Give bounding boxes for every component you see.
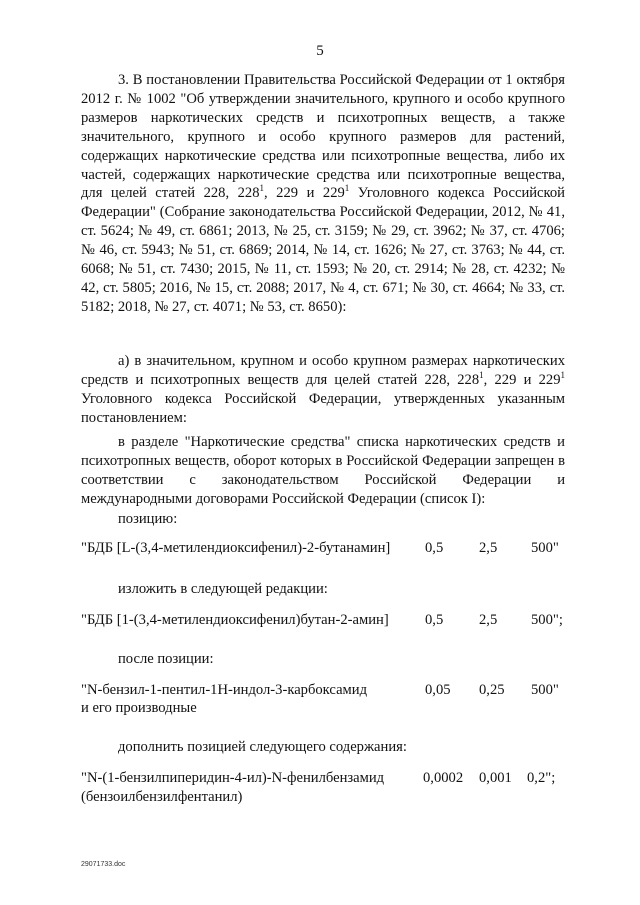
- value-especially-large: 500";: [531, 612, 563, 628]
- value-large: 0,001: [479, 770, 512, 786]
- substance-name: "БДБ [1-(3,4-метилендиоксифенил)бутан-2-амин]: [81, 612, 389, 628]
- label-edit: изложить в следующей редакции:: [118, 581, 328, 597]
- superscript: 1: [560, 370, 566, 381]
- superscript: 1: [259, 183, 265, 194]
- table-row: [81, 540, 565, 560]
- document-filename: 29071733.doc: [81, 861, 126, 868]
- value-significant: 0,0002: [423, 770, 464, 786]
- text: Уголовного кодекса Российской Федерации" (Собрание законодательства Российской Федерации, 2012, № 41, ст. 5624; № 49, ст. 6861; 2013, № 25, ст. 3159; № 29, ст. 3962; № 37, ст. 4706; № 46, ст. 5943; № 51, ст. 6869; 2014, № 14, ст. 1626; № 27, ст. 3763; № 44, ст. 6068; № 51, ст. 7430; 2015, № 11, ст. 1593; № 20, ст. 2914; № 28, ст. 4232; № 42, ст. 5805; 2016, № 15, ст. 2088; 2017, № 4, ст. 671; № 30, ст. 4664; № 33, ст. 5182; 2018, № 27, ст. 4071; № 53, ст. 8650):: [81, 185, 565, 315]
- substance-name-continued: (бензоилбензилфентанил): [81, 789, 243, 805]
- table-row: [81, 682, 565, 702]
- value-especially-large: 500": [531, 682, 559, 698]
- substance-name: "N-бензил-1-пентил-1Н-индол-3-карбоксамид: [81, 682, 368, 698]
- substance-name: "N-(1-бензилпиперидин-4-ил)-N-фенилбензамид: [81, 770, 385, 786]
- table-row: [81, 770, 565, 790]
- page-number: 5: [316, 43, 324, 59]
- label-after: после позиции:: [118, 651, 214, 667]
- paragraph-amendment-intro: [81, 71, 565, 317]
- value-large: 2,5: [479, 612, 498, 628]
- value-significant: 0,5: [425, 540, 444, 556]
- text: , 229 и 229: [483, 371, 561, 388]
- text: , 229 и 229: [264, 185, 345, 202]
- label-position: позицию:: [118, 511, 178, 527]
- text: Уголовного кодекса Российской Федерации, утвержденных указанным постановлением:: [81, 390, 565, 426]
- value-large: 0,25: [479, 682, 505, 698]
- value-significant: 0,5: [425, 612, 444, 628]
- text: а) в значительном, крупном и особо крупном размерах наркотических средств и психотропных веществ для целей статей 228, 228: [81, 353, 565, 388]
- superscript: 1: [479, 370, 484, 381]
- value-significant: 0,05: [425, 682, 451, 698]
- value-large: 2,5: [479, 540, 498, 556]
- substance-name-continued: и его производные: [81, 700, 197, 716]
- table-row: [81, 612, 565, 632]
- value-especially-large: 500": [531, 540, 559, 556]
- text: 3. В постановлении Правительства Российской Федерации от 1 октября 2012 г. № 1002 "Об утверждении значительного, крупного и особо крупного размеров наркотических средств и психотропных веществ, а также значительного, крупного и особо крупного размеров для растений, содержащих наркотические средства или психотропные вещества, либо их частей, содержащих наркотические средства или психотропные вещества, для целей статей 228, 228: [81, 72, 565, 202]
- paragraph-section-reference: в разделе "Наркотические средства" списка наркотических средств и психотропных веществ, оборот которых в Российской Федерации запрещен в соответствии с законодательством Российской Федерации и международными договорами Российской Федерации (список I):: [81, 434, 565, 507]
- value-especially-large: 0,2";: [527, 770, 556, 786]
- paragraph-subpoint-a: [81, 352, 565, 428]
- label-add: дополнить позицией следующего содержания:: [118, 739, 407, 755]
- substance-name: "БДБ [L-(3,4-метилендиоксифенил)-2-бутанамин]: [81, 540, 391, 556]
- superscript: 1: [344, 183, 350, 194]
